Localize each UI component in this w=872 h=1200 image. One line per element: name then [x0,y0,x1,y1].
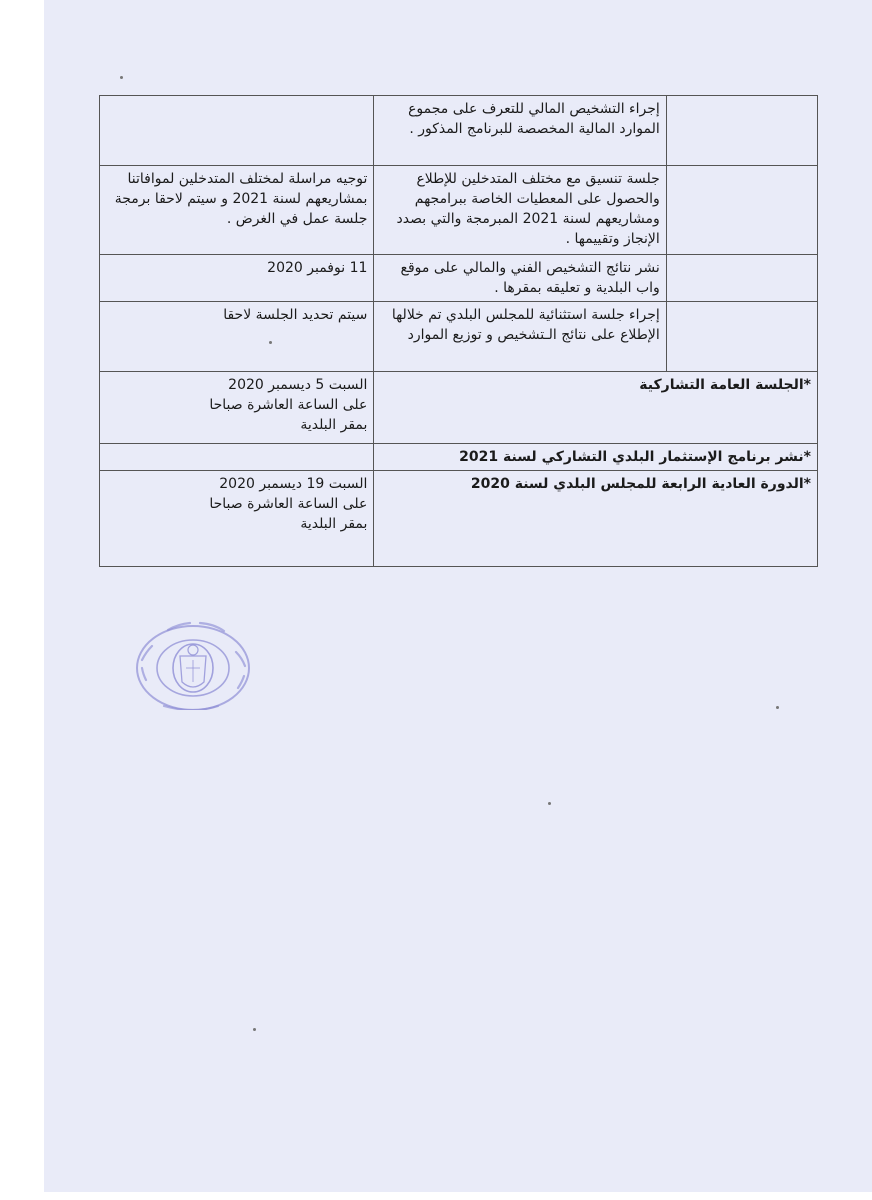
publish-program-title: *نشر برنامج الإستثمار البلدي التشاركي لسنة 2021 [374,444,818,471]
table-row [100,96,818,166]
date-cell [100,96,374,166]
council-session-title: *الدورة العادية الرابعة للمجلس البلدي لسنة 2020 [374,471,818,567]
blank-cell [100,444,374,471]
table-row [100,471,818,567]
scan-margin-bottom [0,1192,872,1200]
blank-cell [666,255,817,302]
date-line: السبت 19 ديسمبر 2020 [219,476,368,492]
time-line: على الساعة العاشرة صباحا [209,397,368,413]
table-row [100,444,818,471]
date-line: السبت 5 ديسمبر 2020 [228,377,368,393]
scan-speck [548,802,551,805]
date-cell: سيتم تحديد الجلسة لاحقا [100,302,374,372]
scan-margin-left [0,0,44,1200]
table-row [100,302,818,372]
scan-speck [269,341,272,344]
participatory-session-date [100,372,374,444]
date-cell: 11 نوفمبر 2020 [100,255,374,302]
scan-speck [253,1028,256,1031]
table-row [100,255,818,302]
agenda-table [99,95,818,567]
activity-cell: جلسة تنسيق مع مختلف المتدخلين للإطلاع والحصول على المعطيات الخاصة ببرامجهم ومشاريعهم لسنة 2021 المبرمجة والتي بصدد الإنجاز وتقييمها . [374,166,666,255]
activity-cell: إجراء جلسة استثنائية للمجلس البلدي تم خلالها الإطلاع على نتائج الـتشخيص و توزيع الموارد [374,302,666,372]
activity-cell: إجراء التشخيص المالي للتعرف على مجموع الموارد المالية المخصصة للبرنامج المذكور . [374,96,666,166]
blank-cell [666,96,817,166]
official-seal-icon [128,610,258,710]
blank-cell [666,166,817,255]
time-line: على الساعة العاشرة صباحا [209,496,368,512]
scan-speck [120,76,123,79]
activity-cell: نشر نتائج التشخيص الفني والمالي على موقع واب البلدية و تعليقه بمقرها . [374,255,666,302]
blank-cell [666,302,817,372]
place-line: بمقر البلدية [300,417,368,433]
scan-speck [776,706,779,709]
participatory-session-title: *الجلسة العامة التشاركية [374,372,818,444]
table-row [100,372,818,444]
date-cell: توجيه مراسلة لمختلف المتدخلين لموافاتنا بمشاريعهم لسنة 2021 و سيتم لاحقا برمجة جلسة عمل في الغرض . [100,166,374,255]
council-session-date [100,471,374,567]
table-row [100,166,818,255]
place-line: بمقر البلدية [300,516,368,532]
